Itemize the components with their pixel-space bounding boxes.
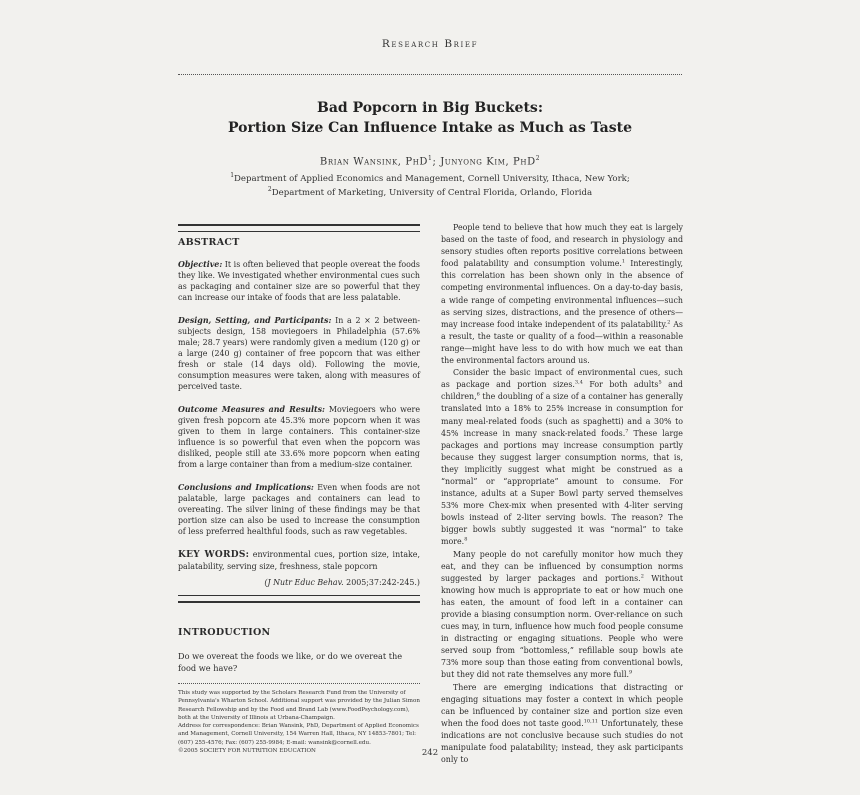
p2-ref-3: 6 — [476, 391, 480, 398]
abstract-top-rule — [178, 224, 420, 232]
keywords-label: KEY WORDS: — [178, 550, 250, 560]
author-list — [0, 155, 860, 167]
affiliation-2-text: Department of Marketing, University of Central Florida, Orlando, Florida — [271, 187, 593, 198]
p2-text-5: These large packages and portions may increase consumption partly because they suggest larger consumption norms, that is, they implicitly suggest what might be construed as a “normal” or “appropriate” amount to consume. For instance, adults at a Super Bowl party served themselves 53% more Chex-mix when presented with 4-liter serving bowls instead of 2-liter serving bowls. The reason? The bigger bowls subtly suggested it was “normal” to take more. — [441, 428, 683, 547]
conclusions-text: Even when foods are not palatable, large packages and containers can lead to overeating. The silver lining of these findings may be that portion size can also be used to increase the consumption of less preferred healthful foods, such as raw vegetables. — [178, 483, 420, 536]
footnote-support: This study was supported by the Scholars Research Fund from the University of Pennsylvania's Wharton School. Additional support was provided by the Julian Simon Research Fellowship and by the Food and Brand Lab (www.FoodPsychology.com), both at the University of Illinois at Urbana-Champaign. — [178, 690, 420, 721]
design-text: In a 2 × 2 between-subjects design, 158 moviegoers in Philadelphia (57.6% male; 28.7 years) were randomly given a medium (120 g) or a large (240 g) container of free popcorn that was either fresh or stale (14 days old). Following the movie, consumption measures were taken, along with measures of perceived taste. — [178, 316, 420, 391]
abstract-conclusions — [178, 482, 420, 537]
header-divider — [178, 74, 682, 75]
abstract-keywords — [178, 549, 420, 572]
p1-text-3: As a result, the taste or quality of a food—within a reasonable range—might have less to do with how much we eat than the environmental factors around us. — [441, 319, 683, 366]
footnote-address: Address for correspondence: Brian Wansink, PhD, Department of Applied Economics and Management, Cornell University, 154 Warren Hall, Ithaca, NY 14853-7801; Tel: (607) 255-4576; Fax: (607) 255-9984; E-mail: wansink@cornell.edu. — [178, 723, 419, 746]
p2-ref-2: 5 — [658, 379, 662, 386]
p2-ref-1: 3,4 — [574, 379, 583, 386]
author-2-affil-mark: 2 — [535, 155, 541, 162]
introduction-question: Do we overeat the foods we like, or do we overeat the food we have? — [178, 651, 403, 673]
abstract-heading: ABSTRACT — [178, 237, 240, 248]
author-1: Brian Wansink, PhD — [319, 156, 429, 168]
author-1-affil-mark: 1 — [428, 155, 433, 162]
p2-ref-4: 7 — [625, 427, 629, 434]
p3-ref-2: 9 — [629, 669, 633, 676]
p1-ref-1: 1 — [621, 258, 626, 265]
objective-text: It is often believed that people overeat the foods they like. We investigated whether environmental cues such as packaging and container size are so powerful that they can increase our intake of foods that are less palatable. — [178, 260, 420, 302]
body-paragraph-1 — [441, 222, 683, 367]
page-number: 242 — [421, 748, 439, 758]
p2-text-1: Consider the basic impact of environmental cues, such as package and portion sizes. — [441, 368, 683, 390]
right-column — [441, 222, 683, 766]
p1-text-2: Interestingly, this correlation has been shown only in the absence of competing environmental influences. On a day-to-day basis, a wide range of competing environmental influences—such as serving sizes, distractions, and the presence of others—may increase food intake independent of its palatability. — [441, 259, 683, 329]
citation-journal: (J Nutr Educ Behav. — [264, 578, 344, 587]
author-2: Junyong Kim, PhD — [440, 156, 536, 168]
outcome-label: Outcome Measures and Results: — [178, 405, 325, 414]
p1-text-1: People tend to believe that how much they eat is largely based on the taste of food, and research in physiology and sensory studies often reports positive correlations between food palatability and consumption volume. — [441, 223, 683, 269]
abstract-bottom-rule — [178, 595, 420, 603]
p2-text-4: the doubling of a size of a container has generally translated into a 18% to 25% increase in consumption for many meal-related foods (such as spaghetti) and a 30% to 45% increase in many snack-related foods. — [441, 392, 683, 438]
p4-text-2: Unfortunately, these indications are not conclusive because such studies do not manipulate food palatability; instead, they ask participants only to — [441, 718, 684, 765]
outcome-text: Moviegoers who were given fresh popcorn ate 45.3% more popcorn when it was given to them in large containers. This container-size influence is so powerful that even when the popcorn was disliked, people still ate 33.6% more popcorn when eating from a large container than from a medium-size container. — [178, 405, 420, 469]
p4-text-1: There are emerging indications that distracting or engaging situations may foster a context in which people can be influenced by container size and portion size even when the food does not taste good. — [441, 682, 683, 728]
left-column — [178, 224, 420, 755]
affiliation-2 — [0, 186, 860, 198]
affiliation-2-mark: 2 — [267, 186, 272, 193]
body-paragraph-2 — [441, 367, 683, 548]
affiliation-1-mark: 1 — [230, 172, 235, 179]
section-header: Research Brief — [381, 38, 479, 50]
citation-volume: 2005;37:242-245.) — [343, 578, 420, 587]
article-title — [0, 98, 860, 138]
conclusions-label: Conclusions and Implications: — [178, 483, 314, 492]
p2-ref-5: 8 — [464, 536, 468, 543]
body-paragraph-3 — [441, 549, 683, 682]
p1-ref-2: 2 — [667, 319, 671, 326]
p3-ref-1: 2 — [640, 573, 644, 580]
title-line-2: Portion Size Can Influence Intake as Much as Taste — [227, 120, 632, 136]
footnote-divider — [178, 683, 420, 684]
affiliation-1-text: Department of Applied Economics and Management, Cornell University, Ithaca, New York; — [234, 173, 630, 184]
p3-text-2: Without knowing how much is appropriate to eat or how much one has eaten, the amount of food left in a container can provide a biasing consumption norm. Over-reliance on such cues may, in turn, influence how much food people consume in distracting or engaging situations. People who were served soup from “bottomless,” refillable soup bowls ate 73% more soup than those eating from conventional bowls, but they did not rate themselves any more full. — [441, 573, 684, 680]
keywords-text: environmental cues, portion size, intake, palatability, serving size, freshness, stale popcorn — [178, 550, 420, 571]
design-label: Design, Setting, and Participants: — [178, 316, 332, 325]
title-line-1: Bad Popcorn in Big Buckets: — [317, 100, 543, 116]
abstract-design — [178, 315, 420, 392]
p4-ref-1: 10,11 — [583, 718, 599, 725]
affiliation-1 — [0, 172, 860, 184]
introduction-heading: INTRODUCTION — [178, 627, 271, 638]
objective-label: Objective: — [178, 260, 223, 269]
p3-text-1: Many people do not carefully monitor how much they eat, and they can be influenced by consumption norms suggested by larger packages and portions. — [441, 549, 683, 583]
p2-text-3: and children, — [441, 380, 683, 402]
abstract-objective — [178, 259, 420, 303]
abstract-outcome — [178, 404, 420, 470]
citation — [178, 578, 420, 587]
author-separator: ; — [432, 156, 441, 168]
footnote — [178, 689, 420, 755]
footnote-copyright: ©2005 SOCIETY FOR NUTRITION EDUCATION — [178, 748, 316, 755]
p2-text-2: For both adults — [582, 380, 659, 390]
